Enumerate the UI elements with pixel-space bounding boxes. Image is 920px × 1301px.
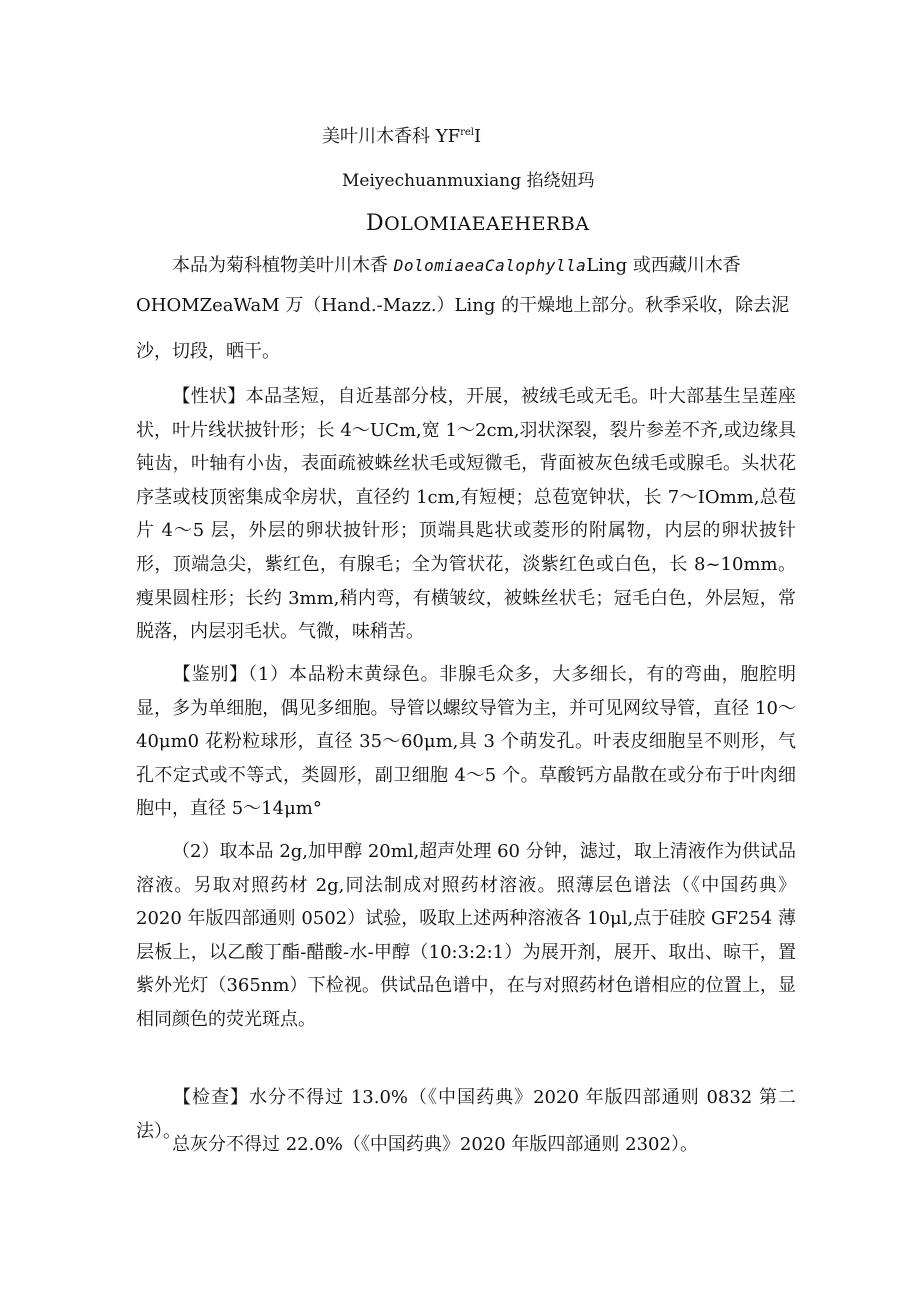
latin-initial: D (366, 211, 385, 236)
latin-rest: OLOMIAEAEHERBA (384, 213, 590, 235)
section-huifen (136, 1128, 796, 1162)
title-superscript: rel (460, 127, 474, 138)
section-xingzhuang (136, 380, 796, 649)
pinyin-name: Meiyechuanmuxiang 掐绕妞玛 (342, 171, 595, 191)
xingzhuang-text: 【性状】本品茎短，自近基部分枝，开展，被绒毛或无毛。叶大部基生呈莲座状，叶片线状披针形；长 4～UCm,宽 1～2cm,羽状深裂，裂片参差不齐,或边缘具钝齿，叶轴有小齿，表面疏被蛛丝状毛或短微毛，背面被灰色绒毛或腺毛。头状花序茎或枝顶密集成伞房状，直径约 1cm,有短梗；总苞宽钟状，长 7～IOmm,总苞片 4～5 层，外层的卵状披针形；顶端具匙状或菱形的附属物，内层的卵状披针形，顶端急尖，紫红色，有腺毛；全为管状花，淡紫红色或白色，长 8~10mm。瘦果圆柱形；长约 3mm,稍内弯，有横皱纹，被蛛丝状毛；冠毛白色，外层短，常脱落，内层羽毛状。气微，味稍苦。 (136, 386, 796, 643)
section-jianbie-1 (136, 658, 796, 826)
jianbie2-text: （2）取本品 2g,加甲醇 20ml,超声处理 60 分钟，滤过，取上清液作为供试品溶液。另取对照药材 2g,同法制成对照药材溶液。照薄层色谱法（《中国药典》2020 年版四部通则 0502）试验，吸取上述两种溶液各 10μl,点于硅胶 GF254 薄层板上，以乙酸丁酯-醋酸-水-甲醇（10:3:2:1）为展开剂，展开、取出、晾干，置紫外光灯（365nm）下检视。供试品色谱中，在与对照药材色谱相应的位置上，显相同颜色的荧光斑点。 (136, 841, 796, 1030)
monograph-title (322, 122, 481, 148)
intro-line-2: OHOMZeaWaM 万（Hand.-Mazz.）Ling 的干燥地上部分。秋季采收，除去泥 (136, 295, 790, 316)
jiancha-text: 【检查】水分不得过 13.0%（《中国药典》2020 年版四部通则 0832 第二法）。 (136, 1087, 796, 1142)
species-name-italic: DolomiaeaCalophylla (393, 256, 587, 275)
jianbie1-text: 【鉴别】（1）本品粉末黄绿色。非腺毛众多，大多细长，有的弯曲，胞腔明显，多为单细胞，偶见多细胞。导管以螺纹导管为主，并可见网纹导管，直径 10～40μm0 花粉粒球形，直径 35～60μm,具 3 个萌发孔。叶表皮细胞呈不则形，气孔不定式或不等式，类圆形，副卫细胞 4～5 个。草酸钙方晶散在或分布于叶肉细胞中，直径 5～14μm° (136, 664, 796, 820)
huifen-text: 总灰分不得过 22.0%（《中国药典》2020 年版四部通则 2302）。 (172, 1134, 698, 1155)
intro-part2: Ling 或西藏川木香 (586, 255, 741, 276)
latin-name (366, 213, 589, 235)
section-jianbie-2 (136, 835, 796, 1037)
title-suffix: I (474, 126, 482, 147)
intro-part1: 本品为菊科植物美叶川木香 (172, 255, 394, 276)
intro-line-3: 沙，切段，晒干。 (136, 341, 280, 362)
intro-line-1 (172, 255, 741, 277)
title-text: 美叶川木香科 YF (322, 126, 461, 147)
